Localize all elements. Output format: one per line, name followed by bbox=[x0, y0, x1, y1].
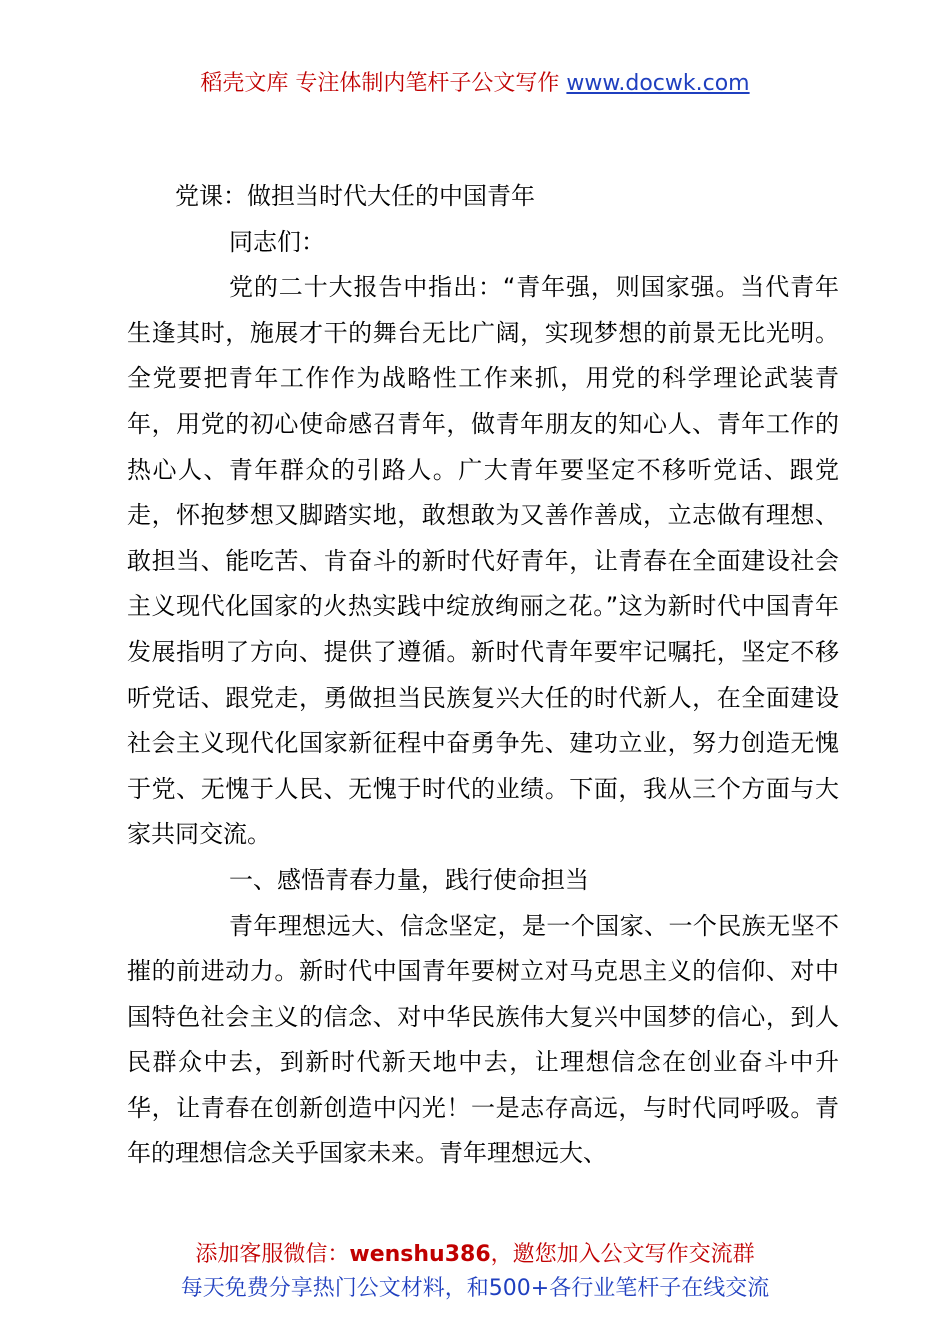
header-website-link[interactable]: www.docwk.com bbox=[566, 71, 750, 96]
footer-contact-line bbox=[0, 1238, 950, 1272]
footer-contact-prefix: 添加客服微信： bbox=[195, 1242, 350, 1267]
paragraph-section-one: 青年理想远大、信念坚定，是一个国家、一个民族无坚不摧的前进动力。新时代中国青年要树立对马克思主义的信仰、对中国特色社会主义的信念、对中华民族伟大复兴中国梦的信心，到人民群众中去，到新时代新天地中去，让理想信念在创业奋斗中升华，让青春在创新创造中闪光！一是志存高远，与时代同呼吸。青年的理想信念关乎国家未来。青年理想远大、 bbox=[127, 911, 839, 1168]
header-brand-text: 稻壳文库 专注体制内笔杆子公文写作 bbox=[200, 71, 567, 96]
footer-promo-line: 每天免费分享热门公文材料，和500+各行业笔杆子在线交流 bbox=[180, 1276, 770, 1301]
document-title: 党课：做担当时代大任的中国青年 bbox=[175, 182, 535, 210]
paragraph-intro: 党的二十大报告中指出：“青年强，则国家强。当代青年生逢其时，施展才干的舞台无比广阔，实现梦想的前景无比光明。全党要把青年工作作为战略性工作来抓，用党的科学理论武装青年，用党的初心使命感召青年，做青年朋友的知心人、青年工作的热心人、青年群众的引路人。广大青年要坚定不移听党话、跟党走，怀抱梦想又脚踏实地，敢想敢为又善作善成，立志做有理想、敢担当、能吃苦、肯奋斗的新时代好青年，让青春在全面建设社会主义现代化国家的火热实践中绽放绚丽之花。”这为新时代中国青年发展指明了方向、提供了遵循。新时代青年要牢记嘱托，坚定不移听党话、跟党走，勇做担当民族复兴大任的时代新人，在全面建设社会主义现代化国家新征程中奋勇争先、建功立业，努力创造无愧于党、无愧于人民、无愧于时代的业绩。下面，我从三个方面与大家共同交流。 bbox=[127, 273, 839, 849]
footer-contact-suffix: ，邀您加入公文写作交流群 bbox=[490, 1242, 755, 1267]
page-footer bbox=[0, 1238, 950, 1306]
document-salutation: 同志们： bbox=[229, 227, 325, 256]
page-header bbox=[0, 68, 950, 100]
document-body bbox=[127, 174, 839, 1177]
section-heading-one: 一、感悟青春力量，践行使命担当 bbox=[229, 865, 589, 894]
footer-wechat-id: wenshu386 bbox=[349, 1242, 491, 1267]
